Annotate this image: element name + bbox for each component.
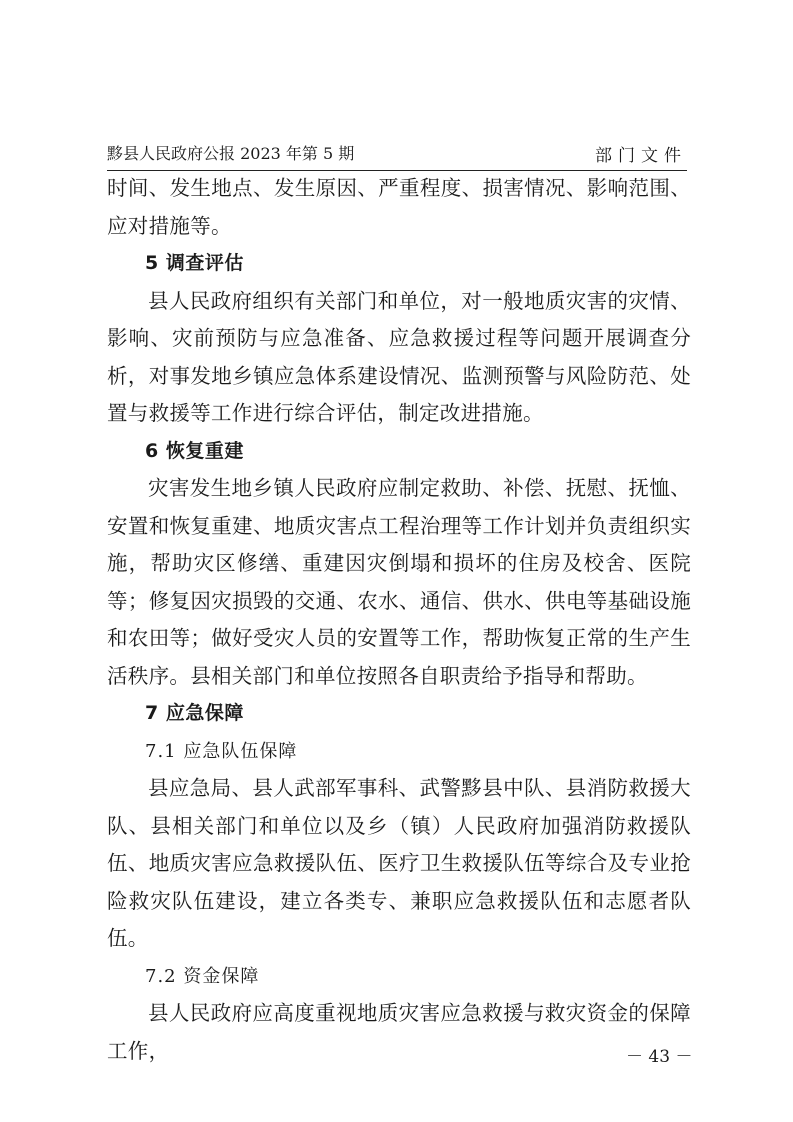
section-heading-7: 7 应急保障 [145,702,244,724]
paragraph: 县应急局、县人武部军事科、武警黟县中队、县消防救援大队、县相关部门和单位以及乡（镇）人民政府加强消防救援队伍、地质灾害应急救援队伍、医疗卫生救援队伍等综合及专业抢险救灾队伍建设，建立各类专、兼职应急救援队伍和志愿者队伍。 [107,776,691,950]
page-header [107,141,687,167]
paragraph: 灾害发生地乡镇人民政府应制定救助、补偿、抚慰、抚恤、安置和恢复重建、地质灾害点工程治理等工作计划并负责组织实施，帮助灾区修缮、重建因灾倒塌和损坏的住房及校舍、医院等；修复因灾损毁的交通、农水、通信、供水、供电等基础设施和农田等；做好受灾人员的安置等工作，帮助恢复正常的生产生活秩序。县相关部门和单位按照各自职责给予指导和帮助。 [107,476,691,688]
section-heading-6: 6 恢复重建 [145,439,244,462]
section-heading-5: 5 调查评估 [145,252,244,274]
paragraph: 时间、发生地点、发生原因、严重程度、损害情况、影响范围、应对措施等。 [107,176,691,238]
paragraph: 县人民政府应高度重视地质灾害应急救援与救灾资金的保障工作， [107,1001,691,1063]
page-number: － 43 － [626,1047,693,1067]
paragraph: 县人民政府组织有关部门和单位，对一般地质灾害的灾情、影响、灾前预防与应急准备、应急救援过程等问题开展调查分析，对事发地乡镇应急体系建设情况、监测预警与风险防范、处置与救援等工作进行综合评估，制定改进措施。 [107,288,691,425]
subsection-heading-7-2: 7.2 资金保障 [145,965,260,987]
section-label: 部门文件 [595,146,687,166]
subsection-heading-7-1: 7.1 应急队伍保障 [145,740,298,762]
bulletin-title: 黟县人民政府公报 2023 年第 5 期 [107,144,355,163]
body-text [107,170,691,1070]
